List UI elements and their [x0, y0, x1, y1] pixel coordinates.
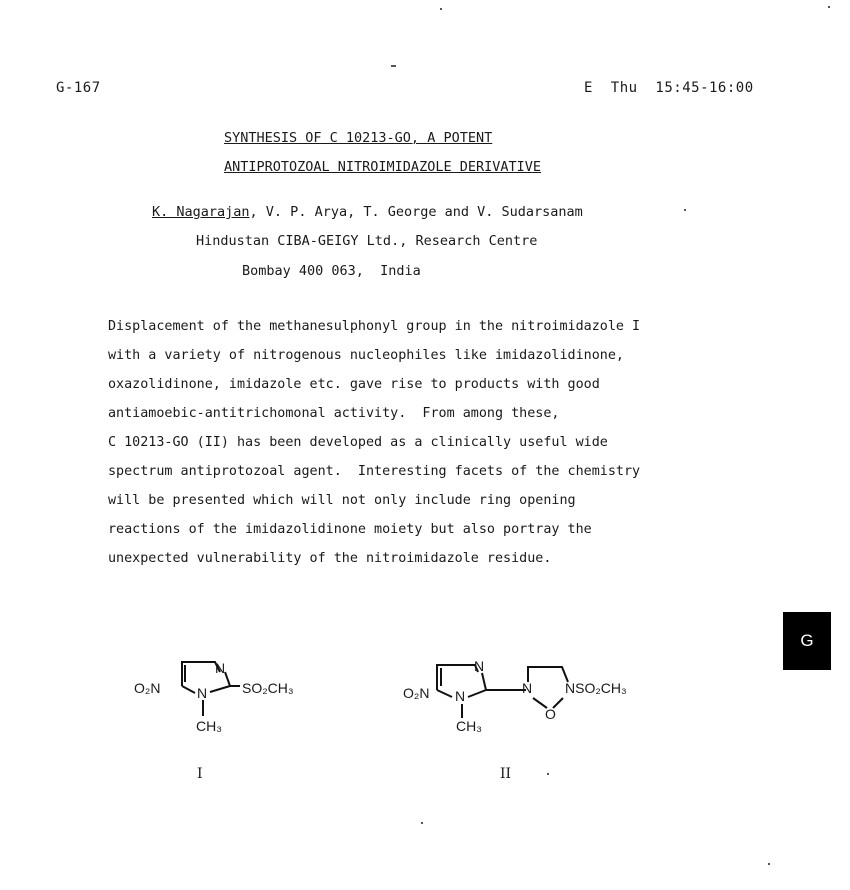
compound-2-label: II — [500, 766, 512, 782]
compound-1-nitro: O₂N — [134, 680, 161, 696]
compound-2-ring-n-bottom: N — [455, 688, 466, 704]
session-time: E Thu 15:45-16:00 — [584, 80, 754, 96]
compound-1-substituent: SO₂CH₃ — [242, 680, 294, 696]
abstract-line: will be presented which will not only include ring opening — [108, 493, 576, 508]
abstract-line: with a variety of nitrogenous nucleophiles like imidazolidinone, — [108, 348, 624, 363]
title-line-2: ANTIPROTOZOAL NITROIMIDAZOLE DERIVATIVE — [224, 159, 541, 175]
abstract-line: antiamoebic-antitrichomonal activity. From among these, — [108, 406, 560, 421]
compound-2-imid-n-left: N — [522, 680, 533, 696]
compound-2-carbonyl: O — [545, 706, 556, 722]
title-line-1: SYNTHESIS OF C 10213-GO, A POTENT — [224, 130, 493, 146]
presenting-author: K. Nagarajan — [152, 204, 250, 220]
scan-speck — [391, 65, 396, 67]
compound-2-nitro: O₂N — [403, 685, 430, 701]
compound-2-ring-n-top: N — [474, 658, 485, 674]
compound-1-label: I — [197, 766, 203, 782]
compound-1-methyl: CH₃ — [196, 718, 222, 734]
address: Bombay 400 063, India — [242, 263, 421, 279]
abstract-line: C 10213-GO (II) has been developed as a clinically useful wide — [108, 435, 608, 450]
scan-speck — [440, 8, 442, 10]
co-authors: , V. P. Arya, T. George and V. Sudarsanam — [249, 204, 583, 220]
abstract-line: spectrum antiprotozoal agent. Interesting facets of the chemistry — [108, 464, 641, 479]
abstract-line: Displacement of the methanesulphonyl group in the nitroimidazole I — [108, 319, 641, 334]
scan-speck — [768, 863, 770, 865]
compound-1-ring-n-bottom: N — [197, 685, 208, 701]
compound-2-imid-n-right: NSO₂CH₃ — [565, 680, 627, 696]
abstract-line: reactions of the imidazolidinone moiety but also portray the — [108, 522, 592, 537]
compound-1-ring-n-top: N — [215, 660, 226, 676]
compound-2-methyl: CH₃ — [456, 718, 482, 734]
scan-speck — [547, 773, 549, 775]
abstract-code: G-167 — [56, 80, 101, 96]
scan-speck — [421, 822, 423, 824]
scan-speck — [684, 209, 686, 211]
section-tab: G — [783, 612, 831, 670]
scan-speck — [828, 6, 830, 8]
abstract-line: oxazolidinone, imidazole etc. gave rise to products with good — [108, 377, 600, 392]
affiliation: Hindustan CIBA-GEIGY Ltd., Research Centre — [196, 233, 538, 249]
abstract-line: unexpected vulnerability of the nitroimidazole residue. — [108, 551, 552, 566]
